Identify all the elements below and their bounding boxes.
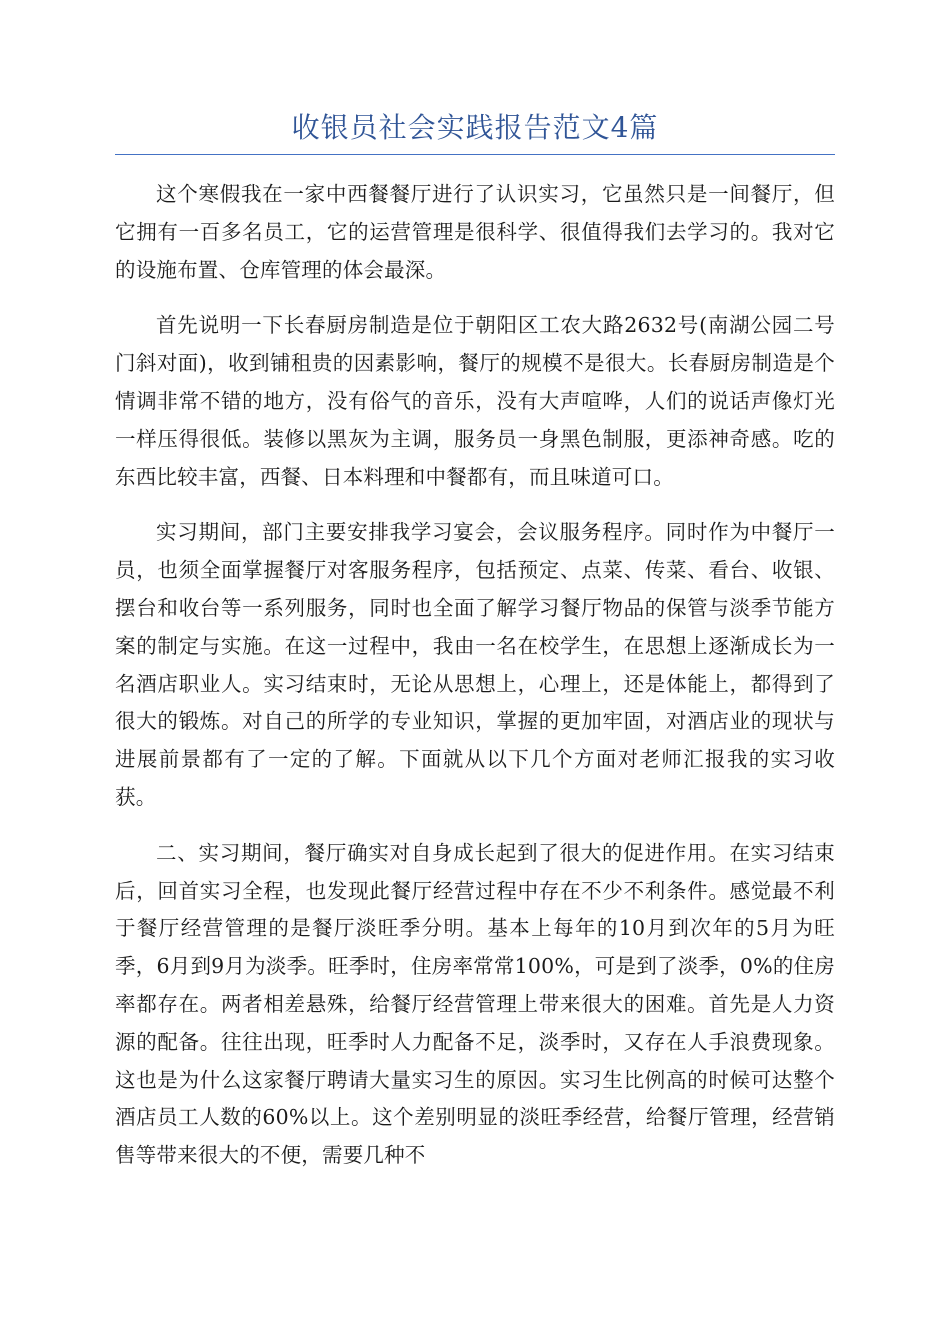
title-underline	[115, 154, 835, 155]
document-body	[115, 176, 835, 1193]
paragraph-3: 实习期间，部门主要安排我学习宴会，会议服务程序。同时作为中餐厅一员，也须全面掌握餐厅对客服务程序，包括预定、点菜、传菜、看台、收银、摆台和收台等一系列服务，同时也全面了解学习餐厅物品的保管与淡季节能方案的制定与实施。在这一过程中，我由一名在校学生，在思想上逐渐成长为一名酒店职业人。实习结束时，无论从思想上，心理上，还是体能上，都得到了很大的锻炼。对自己的所学的专业知识，掌握的更加牢固，对酒店业的现状与进展前景都有了一定的了解。下面就从以下几个方面对老师汇报我的实习收获。	[115, 520, 835, 809]
document-title: 收银员社会实践报告范文4篇	[291, 111, 659, 144]
paragraph-2: 首先说明一下长春厨房制造是位于朝阳区工农大路2632号(南湖公园二号门斜对面)，收到铺租贵的因素影响，餐厅的规模不是很大。长春厨房制造是个情调非常不错的地方，没有俗气的音乐，没有大声喧哗，人们的说话声像灯光一样压得很低。装修以黑灰为主调，服务员一身黑色制服，更添神奇感。吃的东西比较丰富，西餐、日本料理和中餐都有，而且味道可口。	[115, 313, 835, 489]
paragraph-4: 二、实习期间，餐厅确实对自身成长起到了很大的促进作用。在实习结束后，回首实习全程，也发现此餐厅经营过程中存在不少不利条件。感觉最不利于餐厅经营管理的是餐厅淡旺季分明。基本上每年的10月到次年的5月为旺季，6月到9月为淡季。旺季时，住房率常常100%，可是到了淡季，0%的住房率都存在。两者相差悬殊，给餐厅经营管理上带来很大的困难。首先是人力资源的配备。往往出现，旺季时人力配备不足，淡季时，又存在人手浪费现象。这也是为什么这家餐厅聘请大量实习生的原因。实习生比例高的时候可达整个酒店员工人数的60%以上。这个差别明显的淡旺季经营，给餐厅管理，经营销售等带来很大的不便，需要几种不	[115, 840, 835, 1168]
paragraph-1: 这个寒假我在一家中西餐餐厅进行了认识实习，它虽然只是一间餐厅，但它拥有一百多名员工，它的运营管理是很科学、很值得我们去学习的。我对它的设施布置、仓库管理的体会最深。	[115, 182, 835, 282]
